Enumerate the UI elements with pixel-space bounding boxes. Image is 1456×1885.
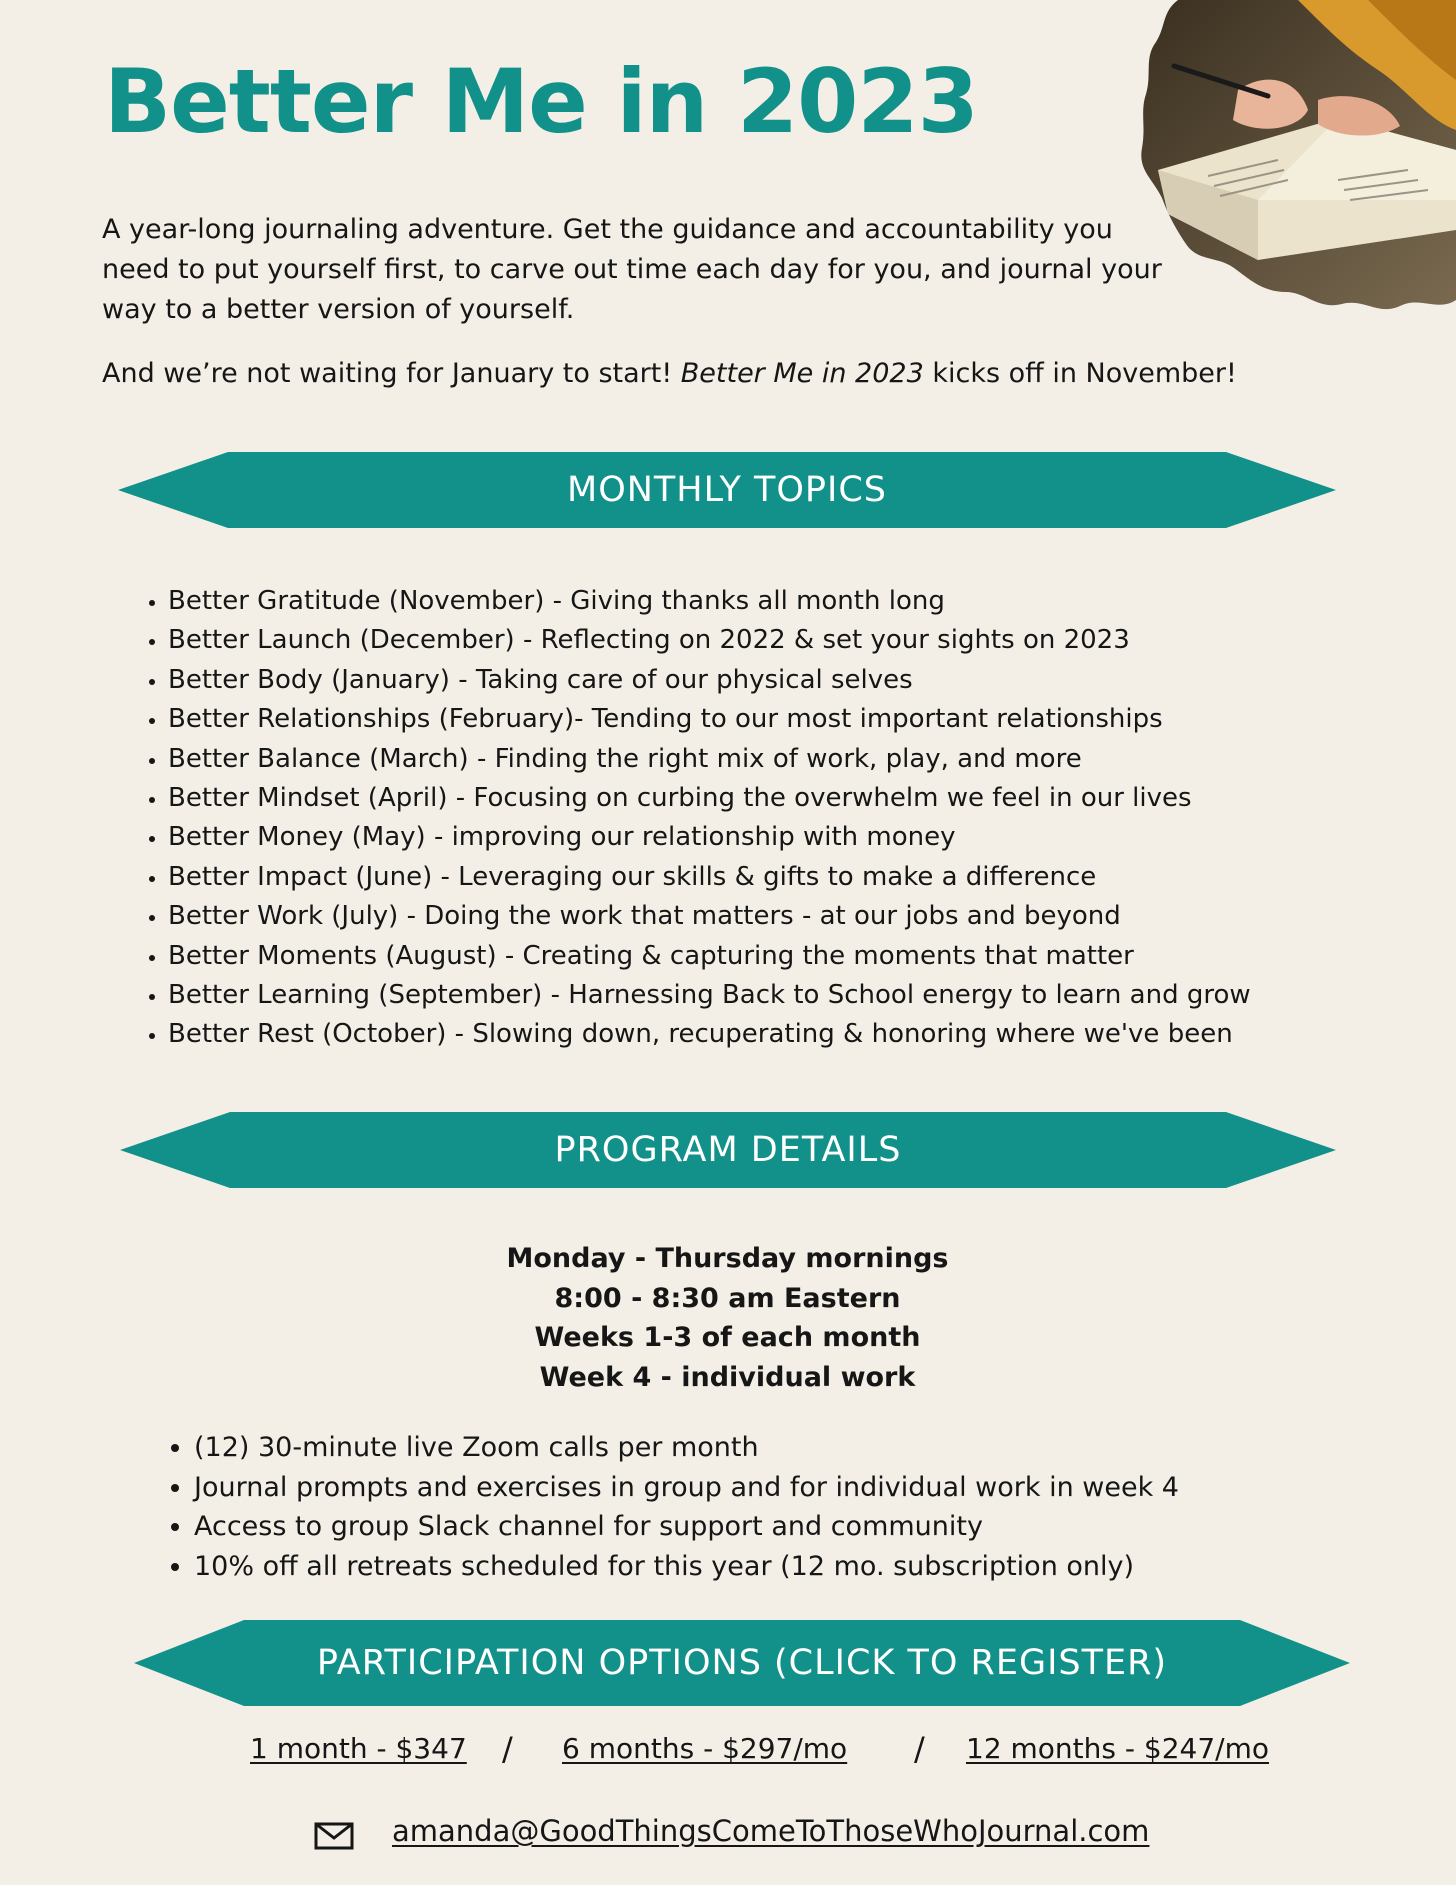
detail-item: • (12) 30-minute live Zoom calls per month <box>194 1428 1394 1468</box>
program-details-heading: PROGRAM DETAILS <box>554 1130 902 1170</box>
topic-item: • Better Mindset (April) - Focusing on curbing the overwhelm we feel in our lives <box>168 779 1456 818</box>
detail-item: • Access to group Slack channel for support and community <box>194 1507 1394 1547</box>
program-details-banner <box>120 1112 1336 1188</box>
topic-item: • Better Launch (December) - Reflecting on 2022 & set your sights on 2023 <box>168 621 1456 660</box>
journaling-photo <box>1138 0 1456 312</box>
page-title: Better Me in 2023 <box>104 50 978 153</box>
topic-item: • Better Impact (June) - Leveraging our skills & gifts to make a difference <box>168 858 1456 897</box>
topic-item: • Better Money (May) - improving our relationship with money <box>168 818 1456 857</box>
topic-item: • Better Learning (September) - Harnessing Back to School energy to learn and grow <box>168 976 1456 1015</box>
monthly-topics-banner <box>118 452 1336 528</box>
participation-options-banner[interactable] <box>134 1620 1350 1696</box>
intro-paragraph: A year-long journaling adventure. Get the guidance and accountability you need to put yourself first, to carve out time each day for you, and journal your way to a better version of yourself. <box>102 214 1162 325</box>
topic-item: • Better Balance (March) - Finding the right mix of work, play, and more <box>168 740 1456 779</box>
option-1-month-link[interactable]: 1 month - $347 <box>250 1732 467 1765</box>
monthly-topics-heading: MONTHLY TOPICS <box>567 470 887 510</box>
program-details-list <box>148 1428 1394 1586</box>
schedule-line: Week 4 - individual work <box>539 1361 916 1393</box>
kickoff-text-start: And we’re not waiting for January to start! <box>102 358 681 389</box>
topic-item: • Better Relationships (February)- Tending to our most important relationships <box>168 700 1456 739</box>
topic-item: • Better Body (January) - Taking care of our physical selves <box>168 661 1456 700</box>
topic-item: • Better Rest (October) - Slowing down, recuperating & honoring where we've been <box>168 1015 1456 1054</box>
email-link[interactable]: amanda@GoodThingsComeToThoseWhoJournal.com <box>392 1814 1150 1848</box>
kickoff-paragraph <box>102 354 1402 394</box>
kickoff-text-end: kicks off in November! <box>923 358 1237 389</box>
topic-item: • Better Gratitude (November) - Giving thanks all month long <box>168 582 1456 621</box>
detail-item: • 10% off all retreats scheduled for this year (12 mo. subscription only) <box>194 1547 1394 1587</box>
schedule-line: Monday - Thursday mornings <box>506 1243 949 1274</box>
option-12-months-link[interactable]: 12 months - $247/mo <box>966 1732 1269 1765</box>
schedule-line: Weeks 1-3 of each month <box>534 1322 921 1353</box>
topic-item: • Better Moments (August) - Creating & capturing the moments that matter <box>168 937 1456 976</box>
contact-email <box>392 1814 1149 1848</box>
participation-options-heading[interactable]: PARTICIPATION OPTIONS (CLICK TO REGISTER) <box>316 1643 1168 1683</box>
schedule-line: 8:00 - 8:30 am Eastern <box>554 1282 901 1314</box>
topic-item: • Better Work (July) - Doing the work that matters - at our jobs and beyond <box>168 897 1456 936</box>
option-separator: / <box>502 1730 513 1768</box>
monthly-topics-list <box>122 582 1456 1055</box>
envelope-icon <box>314 1822 354 1850</box>
detail-item: • Journal prompts and exercises in group and for individual work in week 4 <box>194 1468 1394 1508</box>
option-separator: / <box>914 1730 925 1768</box>
schedule-block <box>360 1239 1095 1397</box>
kickoff-program-name: Better Me in 2023 <box>680 358 924 389</box>
option-6-months-link[interactable]: 6 months - $297/mo <box>562 1732 848 1765</box>
